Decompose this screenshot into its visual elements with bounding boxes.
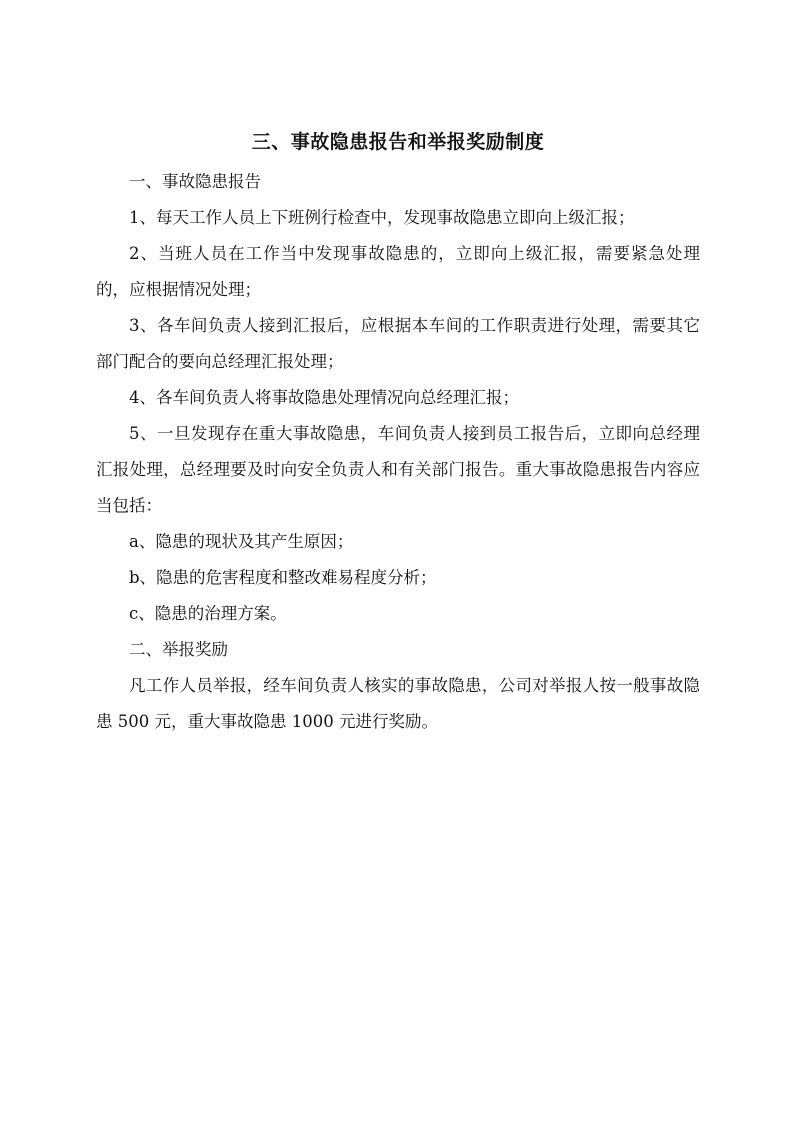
report-subitem-b: b、隐患的危害程度和整改难易程度分析； [129, 568, 437, 587]
report-item-2: 2、当班人员在工作当中发现事故隐患的，立即向上级汇报，需要紧急处理的，应根据情况处理； [96, 244, 700, 299]
document-page [96, 124, 700, 740]
document-title: 三、事故隐患报告和举报奖励制度 [251, 131, 545, 153]
report-subitem-c: c、隐患的治理方案。 [129, 604, 287, 623]
section-heading-report: 一、事故隐患报告 [129, 172, 261, 191]
reward-paragraph: 凡工作人员举报，经车间负责人核实的事故隐患，公司对举报人按一般事故隐患 500 元，重大事故隐患 1000 元进行奖励。 [96, 676, 700, 731]
report-item-4: 4、各车间负责人将事故隐患处理情况向总经理汇报； [129, 388, 519, 407]
report-item-3: 3、各车间负责人接到汇报后，应根据本车间的工作职责进行处理，需要其它部门配合的要向总经理汇报处理； [96, 316, 700, 371]
report-item-1: 1、每天工作人员上下班例行检查中，发现事故隐患立即向上级汇报； [129, 208, 635, 227]
section-heading-reward: 二、举报奖励 [129, 640, 228, 659]
report-item-5: 5、一旦发现存在重大事故隐患，车间负责人接到员工报告后，立即向总经理汇报处理，总经理要及时向安全负责人和有关部门报告。重大事故隐患报告内容应当包括： [96, 424, 700, 515]
report-subitem-a: a、隐患的现状及其产生原因； [129, 532, 354, 551]
